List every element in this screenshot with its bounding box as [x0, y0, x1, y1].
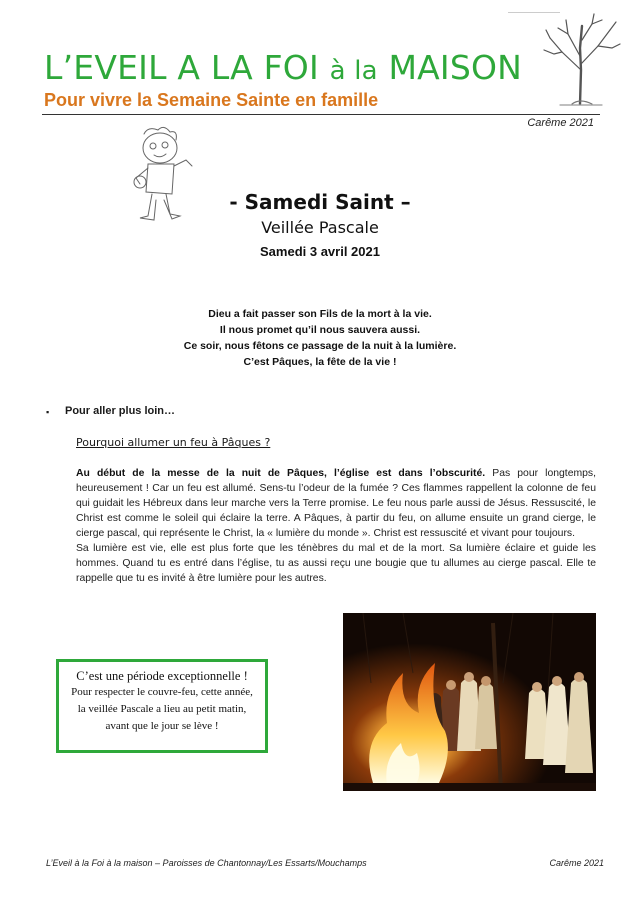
day-title: - Samedi Saint –	[229, 190, 411, 214]
page-subtitle: Pour vivre la Semaine Sainte en famille	[44, 90, 379, 110]
easter-fire-photo	[343, 613, 596, 791]
tree-icon	[536, 8, 626, 106]
section-question: Pourquoi allumer un feu à Pâques ?	[76, 436, 271, 449]
intro-text	[0, 306, 640, 370]
note-line: avant que le jour se lève !	[105, 720, 219, 732]
day-date: Samedi 3 avril 2021	[260, 244, 380, 259]
season-label: Carême 2021	[527, 117, 594, 129]
paragraph-lead: Au début de la messe de la nuit de Pâques, l’église est dans l’obscurité.	[76, 468, 486, 479]
intro-line: C’est Pâques, la fête de la vie !	[243, 356, 397, 368]
section-heading: Pour aller plus loin…	[65, 405, 176, 417]
section-body	[76, 466, 596, 586]
header-divider	[42, 114, 600, 115]
intro-line: Ce soir, nous fêtons ce passage de la nuit à la lumière.	[183, 340, 457, 352]
paragraph	[76, 466, 596, 541]
paragraph-text: Pas pour longtemps, heureusement ! Car un feu est allumé. Sens-tu l’odeur de la fumée ? Ces flammes rappellent la colonne de feu qui guidait les Hébreux dans leur marche vers la Terre promise. Le feu nous parle aussi de Jésus. Ressuscité, le Christ est comme le soleil qui éclaire la terre. A Pâques, à partir du feu, on allume ensuite un grand cierge, le cierge pascal, qui représente le Christ, la « lumière du monde ». Christ est ressuscité et vivant pour toujours.	[76, 468, 596, 539]
curfew-note-box	[56, 659, 268, 753]
paragraph: Sa lumière est vie, elle est plus forte que les ténèbres du mal et de la mort. Sa lumière éclaire et guide les hommes. Quand tu es entré dans l’église, tu as aussi reçu une bougie que tu allumes au cierge pascal. Elle te rappelle que tu es invité à être lumière pour les autres.	[76, 543, 596, 584]
intro-line: Dieu a fait passer son Fils de la mort à la vie.	[208, 308, 432, 320]
note-line: la veillée Pascale a lieu au petit matin,	[77, 703, 247, 715]
footer-season: Carême 2021	[549, 858, 604, 868]
bullet-icon: ▪	[46, 407, 50, 417]
note-line: Pour respecter le couvre-feu, cette année,	[71, 686, 253, 698]
day-subtitle: Veillée Pascale	[261, 218, 379, 237]
note-title: C’est une période exceptionnelle !	[76, 669, 248, 683]
page-title: L’EVEIL A LA FOI à la MAISON	[44, 48, 523, 87]
footer-credits: L’Eveil à la Foi à la maison – Paroisses de Chantonnay/Les Essarts/Mouchamps	[46, 858, 367, 868]
intro-line: Il nous promet qu’il nous sauvera aussi.	[219, 324, 421, 336]
